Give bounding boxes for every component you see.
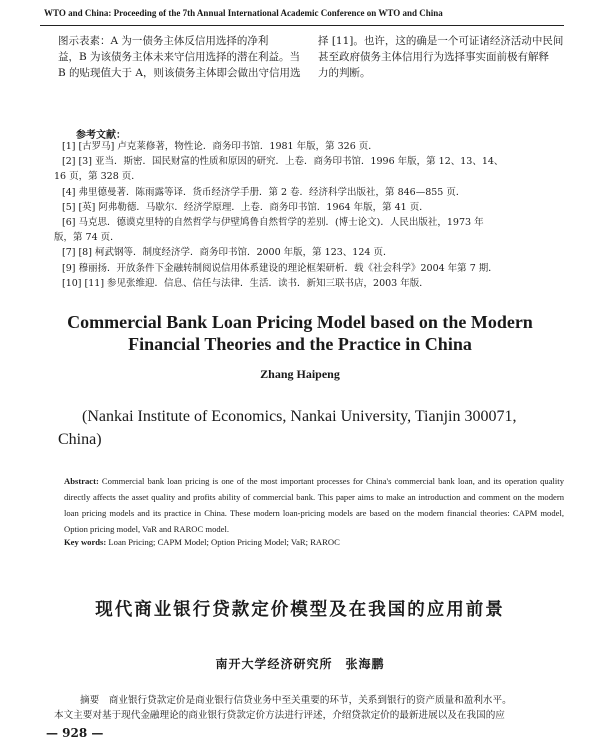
page-number: — 928 —	[46, 726, 104, 740]
keywords-text: Loan Pricing; CAPM Model; Option Pricing Model; VaR; RAROC	[108, 537, 340, 547]
affiliation-line-2: China)	[58, 431, 102, 448]
affiliation-line-1: (Nankai Institute of Economics, Nankai University, Tianjin 300071,	[82, 408, 517, 425]
reference-item: [5] [英] 阿弗勒德．马歇尔．经济学原理．上卷．商务印书馆．1964 年版，第 41 页．	[62, 201, 429, 213]
right-text-column	[318, 33, 563, 81]
right-column-line: 择 [11]。也许，这的确是一个可证诸经济活动中民间	[318, 35, 564, 47]
chinese-abstract-line: 摘要 商业银行贷款定价是商业银行信贷业务中至关重要的环节，关系到银行的资产质量和盈利水平。	[80, 695, 512, 706]
reference-item: [1] [古罗马] 卢克莱修著，物性论．商务印书馆．1981 年版，第 326 页．	[62, 141, 378, 152]
chinese-abstract-line: 本文主要对基于现代金融理论的商业银行贷款定价方法进行评述，介绍贷款定价的最新进展以及在我国的应	[54, 710, 505, 721]
reference-item: 16 页，第 328 页．	[54, 171, 141, 183]
left-column-line: B 的贴现值大于 A，则该债务主体即会做出守信用选	[58, 67, 301, 79]
chinese-title: 现代商业银行贷款定价模型及在我国的应用前景	[95, 600, 505, 620]
chinese-abstract	[54, 693, 574, 723]
reference-item: 版，第 74 页．	[54, 232, 120, 244]
right-column-line: 甚至政府债务主体信用行为选择事实面前极有解释	[318, 51, 549, 63]
reference-item: [2] [3] 亚当．斯密．国民财富的性质和原因的研究．上卷．商务印书馆．1996 年版，第 12、13、14、	[62, 156, 504, 168]
running-header: WTO and China: Proceeding of the 7th Annual International Academic Conference on WTO and China	[44, 8, 443, 18]
left-column-line: 图示表素：A 为一债务主体反信用选择的净利	[58, 35, 269, 47]
english-keywords	[64, 537, 340, 547]
keywords-label: Key words:	[64, 537, 107, 547]
english-abstract	[64, 473, 564, 537]
reference-item: [7] [8] 柯武钢等．制度经济学．商务印书馆．2000 年版，第 123、124 页．	[62, 247, 393, 259]
chinese-author: 南开大学经济研究所 张海鹏	[215, 657, 385, 671]
english-author: Zhang Haipeng	[260, 367, 340, 381]
header-rule	[40, 25, 564, 26]
abstract-label: Abstract:	[64, 476, 99, 486]
left-column-line: 益，B 为该债务主体未来守信用选择的潜在利益。当	[58, 51, 301, 63]
reference-item: [10] [11] 参见张维迎．信息、信任与法律．生活．读书．新知三联书店，2003 年版．	[62, 277, 429, 289]
abstract-text: Commercial bank loan pricing is one of the most important processes for China's commercial bank loan, and its operation quality directly affects the asset quality and profits ability of commercial bank. This paper aims to make an introduction and comment on the modern loan pricing models and its practice in China. These modern loan-pricing models are based on the modern financial theories: CAPM model, Option pricing model, VaR and RAROC model.	[64, 476, 564, 534]
reference-item: [4] 弗里德曼著．陈雨露等译．货币经济学手册．第 2 卷．经济科学出版社，第 846—855 页．	[62, 186, 466, 198]
references-list	[54, 139, 572, 291]
left-text-column	[58, 33, 300, 81]
right-column-line: 力的判断。	[318, 67, 371, 79]
english-title-line-2: Financial Theories and the Practice in China	[128, 334, 472, 354]
english-title-line-1: Commercial Bank Loan Pricing Model based on the Modern	[67, 312, 533, 332]
reference-item: [6] 马克思．德谟克里特的自然哲学与伊壁鸠鲁自然哲学的差别．(博士论文)．人民出版社，1973 年	[62, 217, 484, 229]
reference-item: [9] 穆丽扬．开放条件下金融转制阅说信用体系建设的理论框架研析．载《社会科学》2004 年第 7 期．	[62, 262, 498, 274]
references-heading: 参考文献：	[76, 130, 126, 141]
